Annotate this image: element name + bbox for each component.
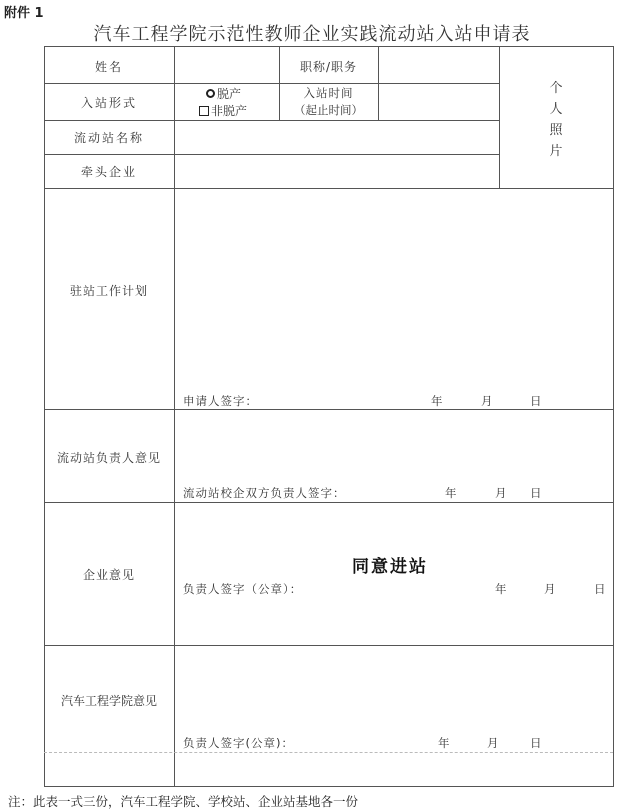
school-opinion-label: 汽车工程学院意见 bbox=[60, 694, 157, 708]
month-label: 月 bbox=[495, 486, 508, 500]
entry-form-label: 入站形式 bbox=[80, 96, 137, 110]
option-full-time-label: 脱产 bbox=[217, 87, 242, 101]
year-label: 年 bbox=[431, 394, 444, 408]
month-label: 月 bbox=[487, 736, 500, 750]
company-opinion-label: 企业意见 bbox=[82, 568, 135, 582]
work-plan-label: 驻站工作计划 bbox=[69, 284, 148, 298]
work-plan-field[interactable] bbox=[175, 189, 613, 389]
photo-char: 个 bbox=[549, 81, 563, 96]
day-label: 日 bbox=[530, 736, 543, 750]
photo-char: 照 bbox=[549, 123, 563, 138]
year-label: 年 bbox=[438, 736, 451, 750]
attachment-label: 附件 1 bbox=[4, 6, 44, 21]
month-label: 月 bbox=[544, 582, 557, 596]
entry-time-label: 入站时间 bbox=[303, 86, 354, 100]
year-label: 年 bbox=[445, 486, 458, 500]
checkbox-empty-icon[interactable] bbox=[199, 106, 209, 116]
personal-photo-placeholder[interactable] bbox=[499, 78, 613, 162]
table-border-top bbox=[44, 46, 614, 47]
row-divider bbox=[44, 502, 614, 503]
title-position-field[interactable] bbox=[379, 47, 499, 83]
radio-selected-icon[interactable] bbox=[206, 89, 215, 98]
station-head-opinion-field[interactable] bbox=[175, 410, 613, 480]
name-field[interactable] bbox=[175, 47, 279, 83]
applicant-sign-label: 申请人签字： bbox=[183, 394, 258, 408]
lead-company-field[interactable] bbox=[175, 155, 499, 188]
station-name-field[interactable] bbox=[175, 121, 499, 154]
lead-company-label: 牵头企业 bbox=[80, 165, 137, 179]
photo-char: 片 bbox=[549, 144, 563, 159]
table-border-bottom bbox=[44, 786, 614, 787]
year-label: 年 bbox=[495, 582, 508, 596]
company-sign-label: 负责人签字（公章）： bbox=[183, 582, 303, 596]
month-label: 月 bbox=[481, 394, 494, 408]
name-label: 姓名 bbox=[94, 60, 123, 74]
entry-time-sub-label: （起止时间） bbox=[294, 103, 363, 117]
day-label: 日 bbox=[594, 582, 607, 596]
station-name-label: 流动站名称 bbox=[73, 131, 144, 145]
option-full-time[interactable] bbox=[206, 85, 241, 102]
school-opinion-field[interactable] bbox=[175, 646, 613, 731]
table-border-left bbox=[44, 46, 45, 787]
school-sign-label: 负责人签字(公章)： bbox=[183, 736, 294, 750]
entry-time-field[interactable] bbox=[379, 84, 499, 120]
title-position-label: 职称/职务 bbox=[299, 60, 358, 74]
company-approval-text: 同意进站 bbox=[352, 557, 428, 577]
dashed-guide-line bbox=[44, 752, 613, 753]
day-label: 日 bbox=[530, 486, 543, 500]
option-part-time-label: 非脱产 bbox=[211, 104, 248, 118]
table-border-right bbox=[613, 46, 614, 787]
station-sign-label: 流动站校企双方负责人签字： bbox=[183, 486, 346, 500]
day-label: 日 bbox=[530, 394, 543, 408]
photo-char: 人 bbox=[549, 102, 563, 117]
footer-note: 注：此表一式三份，汽车工程学院、学校站、企业站基地各一份 bbox=[8, 794, 359, 809]
form-title: 汽车工程学院示范性教师企业实践流动站入站申请表 bbox=[93, 24, 531, 45]
option-part-time[interactable] bbox=[199, 102, 247, 119]
station-head-opinion-label: 流动站负责人意见 bbox=[56, 451, 161, 465]
